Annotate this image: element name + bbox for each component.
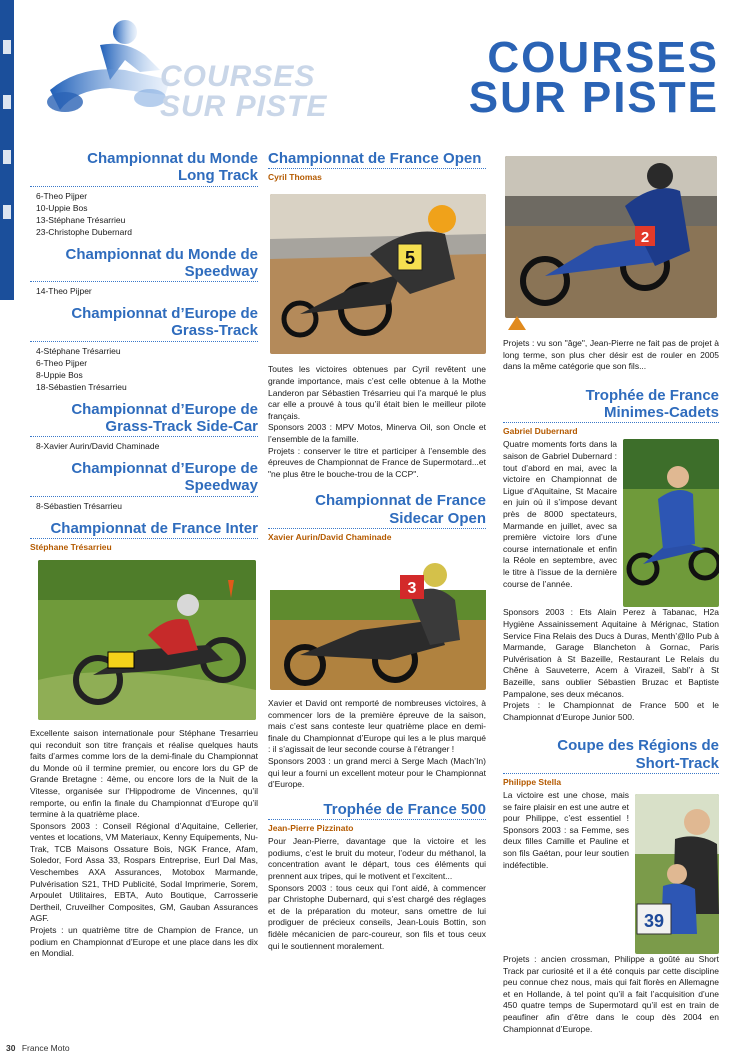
list-item: 6-Theo Pijper [36, 190, 88, 201]
heading-line: Championnat de France Open [268, 150, 482, 167]
section-heading [503, 387, 719, 424]
section-heading [268, 801, 486, 820]
rider-byline: Cyril Thomas [268, 172, 322, 183]
section-heading [30, 401, 258, 438]
sponsors-text: Sponsors 2003 : tous ceux qui l’ont aidé, à commencer par Christophe Dubernard, qui s’est chargé des réglages et de la préparation du moteur, sans omettre de lui prodiguer de précieux conseils, Jean-Louis Bottin, son fidèle mécanicien de parc-coureur, son fils et tous ceux qui le soutiennent moralement. [268, 882, 486, 951]
article-text: Excellente saison internationale pour Stéphane Tresarrieu qui reconduit son titre français et réalise quelques hauts faits d’armes comme lors de la demi-finale du Championnat du Monde où il termine premier, ou encore lors du GP de Grande Bretagne : 4ème, ou encore lors de la Nuit de la Vitesse, organisée sur l’Hippodrome de Vincennes, qu’il remporte, ou enfin la finale du Championnat d’Europe qu’il termine à la quatrième place. [30, 727, 258, 820]
page-title-line-2: SUR PISTE [468, 72, 719, 122]
heading-line: Long Track [177, 167, 258, 185]
sponsors-text: Sponsors 2003 : un grand merci à Serge Mach (Mach’In) qui leur a fourni un excellent moteur pour le Championnat d’Europe. [268, 756, 486, 790]
section-heading [30, 520, 258, 539]
article-text: La victoire est une chose, mais se faire plaisir en est une autre et pour Philippe, c’est essentiel ! Sponsors 2003 : sa Femme, ses deux filles Camille et Pauline et son fils Gaétan, pour leur soutien indéfectible. [503, 790, 629, 870]
rider-byline: Gabriel Dubernard [503, 426, 578, 437]
list-item: 10-Uppie Bos [36, 202, 88, 213]
sponsors-text: Sponsors 2003 : MPV Motos, Minerva Oil, son Oncle et l’ensemble de la famille. [268, 422, 486, 444]
race-number-label: 3 [407, 580, 417, 598]
article-text: Toutes les victoires obtenues par Cyril revêtent une grande importance, mais c’est celle obtenue à la Mothe Landeron par Sébastien Trésarrieu qui l’a marqué le plus car elle a prouvé à tous qu’il était bien le meilleur pilote français. [268, 364, 486, 421]
page-footer [6, 1043, 70, 1053]
heading-line: Championnat du Monde [87, 150, 258, 167]
list-item: 13-Stéphane Trésarrieu [36, 214, 126, 225]
heading-line: Championnat d’Europe de [71, 400, 258, 418]
heading-line: Championnat de France Inter [50, 519, 258, 537]
projects-text: Projets : conserver le titre et participer à l’ensemble des épreuves de Championnat de France de Supermotard...et "ne plus être le bouche-trou de la CCP". [268, 445, 486, 479]
list-item: 8-Uppie Bos [36, 369, 83, 380]
triangle-marker-icon [508, 316, 526, 330]
magazine-name: France Moto [21, 1043, 70, 1053]
section-heading [268, 492, 486, 529]
section-heading [30, 150, 258, 187]
minicadet-photo [623, 439, 719, 607]
projects-text: Projets : le Championnat de France 500 et le Championnat d’Europe Junior 500. [503, 700, 719, 722]
rider-list [36, 345, 258, 393]
section-heading [30, 246, 258, 283]
title-echo-line-2: SUR PISTE [160, 90, 328, 123]
grasstrack-photo [38, 560, 256, 720]
speedway-rider-photo [270, 194, 486, 354]
heading-line: Speedway [184, 477, 258, 495]
heading-line: Championnat du Monde de [65, 245, 258, 263]
section-heading [503, 737, 719, 774]
speedway-500-photo [505, 156, 717, 318]
rider-byline: Jean-Pierre Pizzinato [268, 823, 354, 834]
rider-byline: Stéphane Trésarrieu [30, 541, 112, 552]
sponsors-text: Sponsors 2003 : Conseil Régional d’Aquitaine, Cellerier, ventes et locations, VM Materiaux, Kenny Equipements, Nu-Trak, TCB Maisons Ossature Bois, NGK France, Afam, Soledor, Ford Assa 33, Rospars Entreprise, Eurl Dal Mas, Veschembes AXA Assurances, Motobox Marmande, Pulvérisation S21, THD Publicité, Sodal Imprimerie, Sorem, Arpoulet Utilitaires, EBTA, Auto Boutique, Carrosserie Dertheil, Cruveilher Composites, GM, Gauban Assurances AGF. [30, 820, 258, 924]
heading-line: Sidecar Open [389, 509, 486, 527]
short-track-photo [635, 794, 719, 954]
heading-line: Short-Track [635, 754, 719, 772]
page-header [0, 0, 743, 140]
projects-text: Projets : ancien crossman, Philippe a goûté au Short Track par curiosité et il a été conquis par cette discipline peu connue chez nous, mais qui fait florès en Allemagne et en Hollande, à tel point qu’il a fait l’acquisition d’une 450 quatre temps de Supermotard qu’il est en train de peaufiner afin d’être dans le coup dès 2004 en Championnat d’Europe. [503, 954, 719, 1034]
race-number-label: 2 [640, 229, 650, 246]
heading-line: Coupe des Régions de [557, 737, 719, 755]
list-item: 6-Theo Pijper [36, 357, 88, 368]
race-number-label: 39 [643, 911, 665, 932]
page-title-line-1: COURSES [487, 33, 719, 82]
list-item: 23-Christophe Dubernard [36, 226, 132, 237]
heading-line: Championnat d’Europe de [71, 305, 258, 322]
rider-list [36, 500, 258, 512]
list-item: 8-Xavier Aurin/David Chaminade [36, 441, 160, 451]
title-echo [160, 62, 327, 122]
rider-list [36, 440, 258, 452]
middle-column [268, 150, 486, 952]
sponsors-text: Sponsors 2003 : Ets Alain Perez à Tabanac, H2a Hygiène Assainissement Aquitaine à Mérignac, Station Service Fina Relais des Ducs à Duras, Menth’@llo Pub à Marmande, Garage Blancheton à Gornac, Paris Pulvérisation à St Bazeille, Restaurant Le Relais du Chêne à Sauveterre, Acem à Virazeil, Sabl’r à St Bazeille, sans oublier Sébastien Bruzac et Baptiste Pampalone, ses deux mécanos. [503, 607, 719, 699]
strip-mark [3, 205, 11, 219]
strip-mark [3, 150, 11, 164]
projects-text: Projets : un quatrième titre de Champion de France, un podium en Championnat d’Europe et une place dans les dix en Mondial. [30, 925, 258, 959]
left-column [30, 150, 258, 960]
text-photo-row [503, 439, 719, 607]
rider-list [36, 190, 258, 238]
rider-byline: Xavier Aurin/David Chaminade [268, 531, 392, 542]
race-number-label: 5 [404, 248, 416, 269]
list-item: 4-Stéphane Trésarrieu [36, 345, 121, 356]
right-column [503, 150, 719, 1035]
article-text: Xavier et David ont remporté de nombreuses victoires, à commencer lors de la première épreuve de la saison, mais c’est sans conteste leur quatrième place en demi-finale du Championnat d’Europe qui les a le plus marqué : il s’agissait de leur seconde course à l’étranger ! [268, 698, 486, 755]
heading-line: Speedway [184, 262, 258, 280]
article-text: Pour Jean-Pierre, davantage que la victoire et les podiums, c’est le bruit du moteur, l’odeur du méthanol, la concentration avant le départ, tous ces éléments qui prennent aux tripes, qui le motivent et l’excitent... [268, 836, 486, 882]
section-heading [268, 150, 486, 169]
heading-line: Championnat de France [315, 492, 486, 510]
list-item: 14-Theo Pijper [36, 286, 92, 296]
heading-line: Championnat d’Europe de [71, 460, 258, 477]
article-text: Quatre moments forts dans la saison de Gabriel Dubernard : tout d’abord en mai, avec la victoire en Championnat de Ligue d’Aquitaine, St Macaire en juin où il s’impose devant près de 8000 spectateurs, Marmande en juillet, avec sa première victoire lors d’une course internationale et enfin la Réole en septembre, avec le titre à l’issue de la dernière course de l’année. [503, 439, 617, 589]
list-item: 8-Sébastien Trésarrieu [36, 500, 122, 511]
heading-line: Grass-Track [171, 322, 258, 340]
rider-list [36, 285, 258, 297]
page-number: 30 [6, 1043, 16, 1053]
title-echo-line-1: COURSES [160, 60, 316, 93]
rider-silhouette-graphic [30, 10, 180, 120]
heading-line: Grass-Track Side-Car [105, 417, 258, 435]
section-heading [30, 460, 258, 497]
heading-line: Trophée de France [585, 386, 719, 404]
sidecar-photo [270, 560, 486, 690]
heading-line: Trophée de France 500 [323, 800, 486, 818]
section-heading [30, 305, 258, 342]
rider-byline: Philippe Stella [503, 776, 562, 787]
text-photo-row [503, 790, 719, 954]
projects-text: Projets : vu son "âge", Jean-Pierre ne fait pas de projet à long terme, son plus cher désir est de rouler en 2005 dans la même catégorie que son fils... [503, 338, 719, 372]
page-title [468, 33, 719, 122]
heading-line: Minimes-Cadets [603, 404, 719, 422]
list-item: 18-Sébastien Trésarrieu [36, 381, 127, 392]
